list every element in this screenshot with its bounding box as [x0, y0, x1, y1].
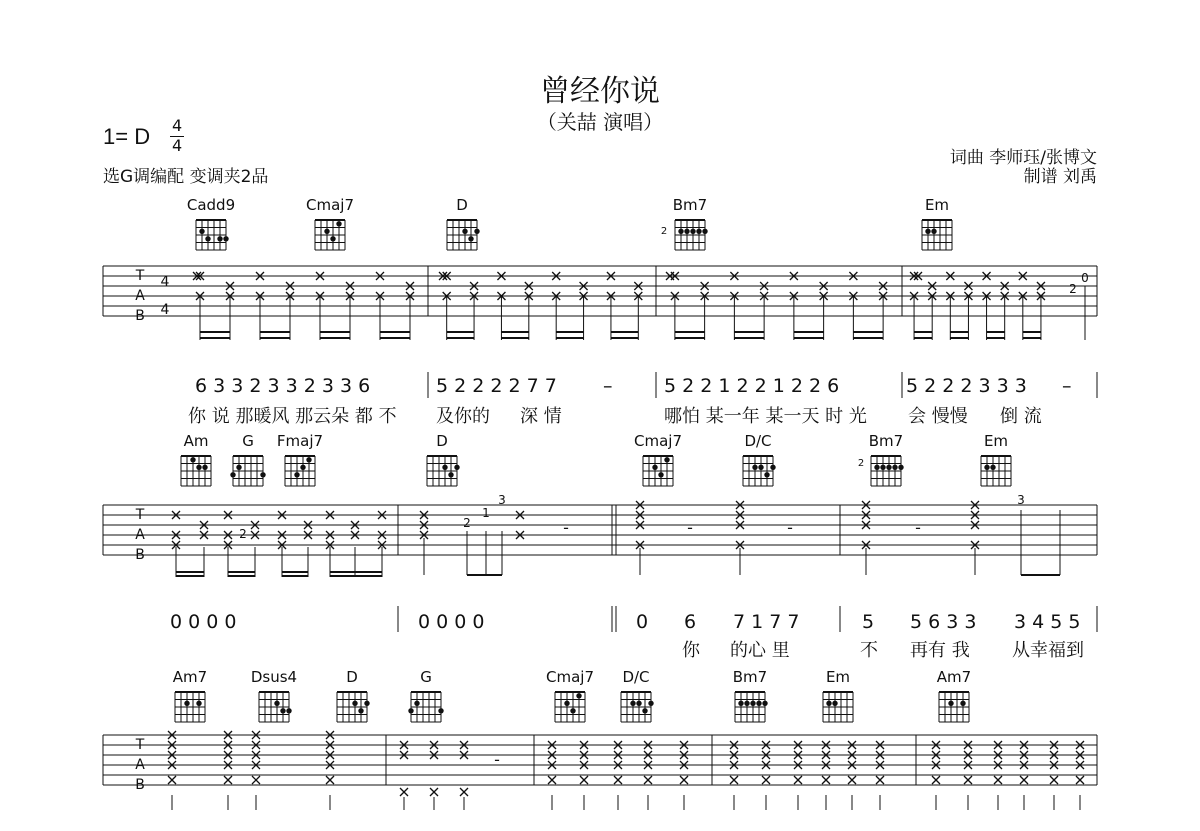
- chord-cmaj7-label: Cmaj7: [306, 196, 354, 214]
- chord-em-diagram: [981, 456, 1011, 486]
- chord-g-label: G: [242, 432, 254, 450]
- chord-am-label: Am: [183, 432, 209, 450]
- chord-cmaj7-label: Cmaj7: [634, 432, 682, 450]
- finger-dot: [630, 701, 635, 706]
- chord-em-diagram: [823, 692, 853, 722]
- note-x-mark: [848, 776, 856, 784]
- lyric-text: 及你的: [436, 406, 490, 427]
- note-x-mark: [994, 776, 1002, 784]
- note-x-mark: [932, 776, 940, 784]
- chord-dc-label: D/C: [744, 432, 772, 450]
- note-x-mark: [430, 788, 438, 796]
- note-x-mark: [876, 776, 884, 784]
- finger-dot: [898, 465, 903, 470]
- note-x-mark: [1020, 776, 1028, 784]
- chord-g-diagram: [408, 692, 443, 722]
- finger-dot: [832, 701, 837, 706]
- rest-mark: -: [915, 518, 921, 537]
- chord-cmaj7-diagram: [555, 692, 585, 722]
- rest-mark: -: [787, 518, 793, 537]
- note-x-mark: [548, 776, 556, 784]
- chord-dc-diagram: [621, 692, 654, 722]
- finger-dot: [280, 708, 285, 713]
- tab-letter-b: B: [135, 777, 145, 793]
- finger-dot: [236, 465, 241, 470]
- finger-dot: [642, 708, 647, 713]
- chord-am7-label: Am7: [172, 668, 208, 686]
- chord-am7-diagram: [939, 692, 969, 722]
- finger-dot: [202, 465, 207, 470]
- chord-em-label: Em: [825, 668, 851, 686]
- finger-dot: [948, 701, 953, 706]
- jianpu-notes: 5 2 2 2 2 7 7: [436, 375, 557, 397]
- note-x-mark: [400, 788, 408, 796]
- tab-fret-number: 0: [1081, 271, 1089, 285]
- lyric-text: 再有 我: [910, 640, 970, 661]
- note-x-mark: [644, 776, 652, 784]
- note-x-mark: [580, 776, 588, 784]
- chord-em-label: Em: [983, 432, 1009, 450]
- finger-dot: [438, 708, 443, 713]
- jianpu-notes: 5 2 2 1 2 2 1 2 2 6: [664, 375, 840, 397]
- lyric-text: 你 说 那暖风 那云朵 都 不: [188, 406, 397, 427]
- song-subtitle: （关喆 演唱）: [536, 110, 664, 134]
- chord-cmaj7-diagram: [315, 220, 345, 250]
- finger-dot: [230, 472, 235, 477]
- note-x-mark: [730, 776, 738, 784]
- time-signature-bottom: 4: [172, 136, 183, 155]
- chord-d-label: D: [346, 668, 358, 686]
- chord-em-label: Em: [924, 196, 950, 214]
- transcriber-credit: 制谱 刘禹: [1023, 167, 1097, 187]
- finger-dot: [678, 229, 683, 234]
- jianpu-notes: 0 0 0 0: [418, 611, 485, 633]
- rest-mark: -: [563, 518, 569, 537]
- finger-dot: [260, 472, 265, 477]
- chord-bm7-label: Bm7: [868, 432, 904, 450]
- tab-fret-number: 2: [463, 516, 471, 530]
- tab-letter-t: T: [135, 737, 145, 753]
- chord-bm7-diagram: [871, 456, 904, 486]
- chord-d-diagram: [447, 220, 480, 250]
- finger-dot: [758, 465, 763, 470]
- lyric-text: 的心 里: [730, 640, 790, 661]
- finger-dot: [762, 701, 767, 706]
- chord-fret-number: 2: [857, 458, 865, 469]
- finger-dot: [414, 701, 419, 706]
- tab-fret-number: 3: [1017, 493, 1025, 507]
- finger-dot: [223, 236, 228, 241]
- finger-dot: [750, 701, 755, 706]
- finger-dot: [199, 229, 204, 234]
- tab-letter-t: T: [135, 507, 145, 523]
- chord-fmaj7-label: Fmaj7: [276, 432, 324, 450]
- chord-dsus4-diagram: [259, 692, 292, 722]
- finger-dot: [960, 701, 965, 706]
- finger-dot: [886, 465, 891, 470]
- jianpu-notes: 5 6 3 3: [910, 611, 977, 633]
- arrangement-note: 选G调编配 变调夹2品: [103, 167, 269, 187]
- finger-dot: [564, 701, 569, 706]
- tab-letter-b: B: [135, 308, 145, 324]
- jianpu-notes: 3 4 5 5: [1014, 611, 1081, 633]
- chord-g-diagram: [230, 456, 265, 486]
- lyric-text: 倒 流: [1000, 406, 1042, 427]
- chord-cadd9-diagram: [196, 220, 229, 250]
- finger-dot: [990, 465, 995, 470]
- chord-am-diagram: [181, 456, 211, 486]
- finger-dot: [770, 465, 775, 470]
- chord-cmaj7-diagram: [643, 456, 673, 486]
- chord-fmaj7-diagram: [285, 456, 315, 486]
- chord-fret-number: 2: [660, 226, 668, 237]
- finger-dot: [352, 701, 357, 706]
- finger-dot: [925, 229, 930, 234]
- finger-dot: [690, 229, 695, 234]
- finger-dot: [664, 457, 669, 462]
- key-signature: 1= D: [103, 124, 151, 149]
- tab-fret-number: 1: [482, 506, 490, 520]
- note-x-mark: [224, 776, 232, 784]
- jianpu-notes: 6 3 3 2 3 3 2 3 3 6: [195, 375, 371, 397]
- note-x-mark: [680, 776, 688, 784]
- finger-dot: [358, 708, 363, 713]
- chord-dc-label: D/C: [622, 668, 650, 686]
- finger-dot: [702, 229, 707, 234]
- note-x-mark: [762, 776, 770, 784]
- jianpu-notes: 5: [862, 611, 875, 633]
- lyric-text: 会 慢慢: [908, 406, 968, 427]
- chord-g-label: G: [420, 668, 432, 686]
- finger-dot: [874, 465, 879, 470]
- note-x-mark: [326, 776, 334, 784]
- finger-dot: [648, 701, 653, 706]
- finger-dot: [306, 457, 311, 462]
- finger-dot: [984, 465, 989, 470]
- finger-dot: [696, 229, 701, 234]
- finger-dot: [217, 236, 222, 241]
- chord-d-label: D: [436, 432, 448, 450]
- chord-cadd9-label: Cadd9: [186, 196, 236, 214]
- tab-time-bottom: 4: [160, 302, 170, 318]
- tab-time-top: 4: [160, 274, 170, 290]
- chord-dsus4-label: Dsus4: [250, 668, 298, 686]
- lyric-text: 不: [860, 640, 878, 661]
- note-x-mark: [460, 788, 468, 796]
- finger-dot: [184, 701, 189, 706]
- chord-bm7-label: Bm7: [732, 668, 768, 686]
- finger-dot: [196, 701, 201, 706]
- finger-dot: [880, 465, 885, 470]
- jianpu-notes: –: [603, 375, 613, 397]
- chord-cmaj7-label: Cmaj7: [546, 668, 594, 686]
- tab-fret-number: 3: [498, 493, 506, 507]
- tab-letter-a: A: [135, 757, 145, 773]
- tab-fret-number: 2: [239, 527, 247, 541]
- finger-dot: [462, 229, 467, 234]
- finger-dot: [454, 465, 459, 470]
- finger-dot: [274, 701, 279, 706]
- finger-dot: [764, 472, 769, 477]
- note-x-mark: [252, 776, 260, 784]
- chord-d-label: D: [456, 196, 468, 214]
- finger-dot: [652, 465, 657, 470]
- rest-mark: -: [494, 750, 500, 769]
- finger-dot: [744, 701, 749, 706]
- chord-bm7-diagram: [675, 220, 708, 250]
- finger-dot: [442, 465, 447, 470]
- note-x-mark: [964, 776, 972, 784]
- jianpu-notes: –: [1062, 375, 1072, 397]
- tab-fret-number: 2: [1069, 282, 1077, 296]
- jianpu-notes: 7 1 7 7: [733, 611, 800, 633]
- chord-dc-diagram: [743, 456, 776, 486]
- finger-dot: [756, 701, 761, 706]
- time-signature-top: 4: [172, 116, 183, 135]
- chord-em-diagram: [922, 220, 952, 250]
- note-x-mark: [822, 776, 830, 784]
- finger-dot: [190, 457, 195, 462]
- finger-dot: [576, 693, 581, 698]
- finger-dot: [570, 708, 575, 713]
- lyric-text: 从幸福到: [1012, 640, 1084, 661]
- finger-dot: [636, 701, 641, 706]
- finger-dot: [931, 229, 936, 234]
- note-x-mark: [794, 776, 802, 784]
- finger-dot: [826, 701, 831, 706]
- chord-d-diagram: [337, 692, 370, 722]
- jianpu-notes: 0 0 0 0: [170, 611, 237, 633]
- jianpu-notes: 6: [684, 611, 697, 633]
- tab-letter-t: T: [135, 268, 145, 284]
- note-x-mark: [168, 776, 176, 784]
- note-x-mark: [1050, 776, 1058, 784]
- chord-am7-label: Am7: [936, 668, 972, 686]
- finger-dot: [294, 472, 299, 477]
- finger-dot: [658, 472, 663, 477]
- tab-letter-a: A: [135, 288, 145, 304]
- finger-dot: [205, 236, 210, 241]
- finger-dot: [752, 465, 757, 470]
- finger-dot: [738, 701, 743, 706]
- tab-letter-b: B: [135, 547, 145, 563]
- chord-d-diagram: [427, 456, 460, 486]
- finger-dot: [448, 472, 453, 477]
- finger-dot: [286, 708, 291, 713]
- note-x-mark: [1076, 776, 1084, 784]
- lyric-text: 深 情: [520, 406, 562, 427]
- tab-letter-a: A: [135, 527, 145, 543]
- lyricist-credit: 词曲 李师珏/张博文: [949, 148, 1097, 168]
- finger-dot: [474, 229, 479, 234]
- lyric-text: 哪怕 某一年 某一天 时 光: [664, 406, 867, 427]
- chord-bm7-diagram: [735, 692, 768, 722]
- jianpu-notes: 0: [636, 611, 649, 633]
- finger-dot: [336, 221, 341, 226]
- finger-dot: [364, 701, 369, 706]
- jianpu-notes: 5 2 2 2 3 3 3: [906, 375, 1027, 397]
- song-title: 曾经你说: [540, 74, 660, 109]
- rest-mark: -: [687, 518, 693, 537]
- finger-dot: [324, 229, 329, 234]
- finger-dot: [300, 465, 305, 470]
- finger-dot: [408, 708, 413, 713]
- finger-dot: [330, 236, 335, 241]
- lyric-text: 你: [682, 640, 700, 661]
- note-x-mark: [614, 776, 622, 784]
- chord-am7-diagram: [175, 692, 205, 722]
- finger-dot: [684, 229, 689, 234]
- finger-dot: [468, 236, 473, 241]
- finger-dot: [892, 465, 897, 470]
- chord-bm7-label: Bm7: [672, 196, 708, 214]
- finger-dot: [196, 465, 201, 470]
